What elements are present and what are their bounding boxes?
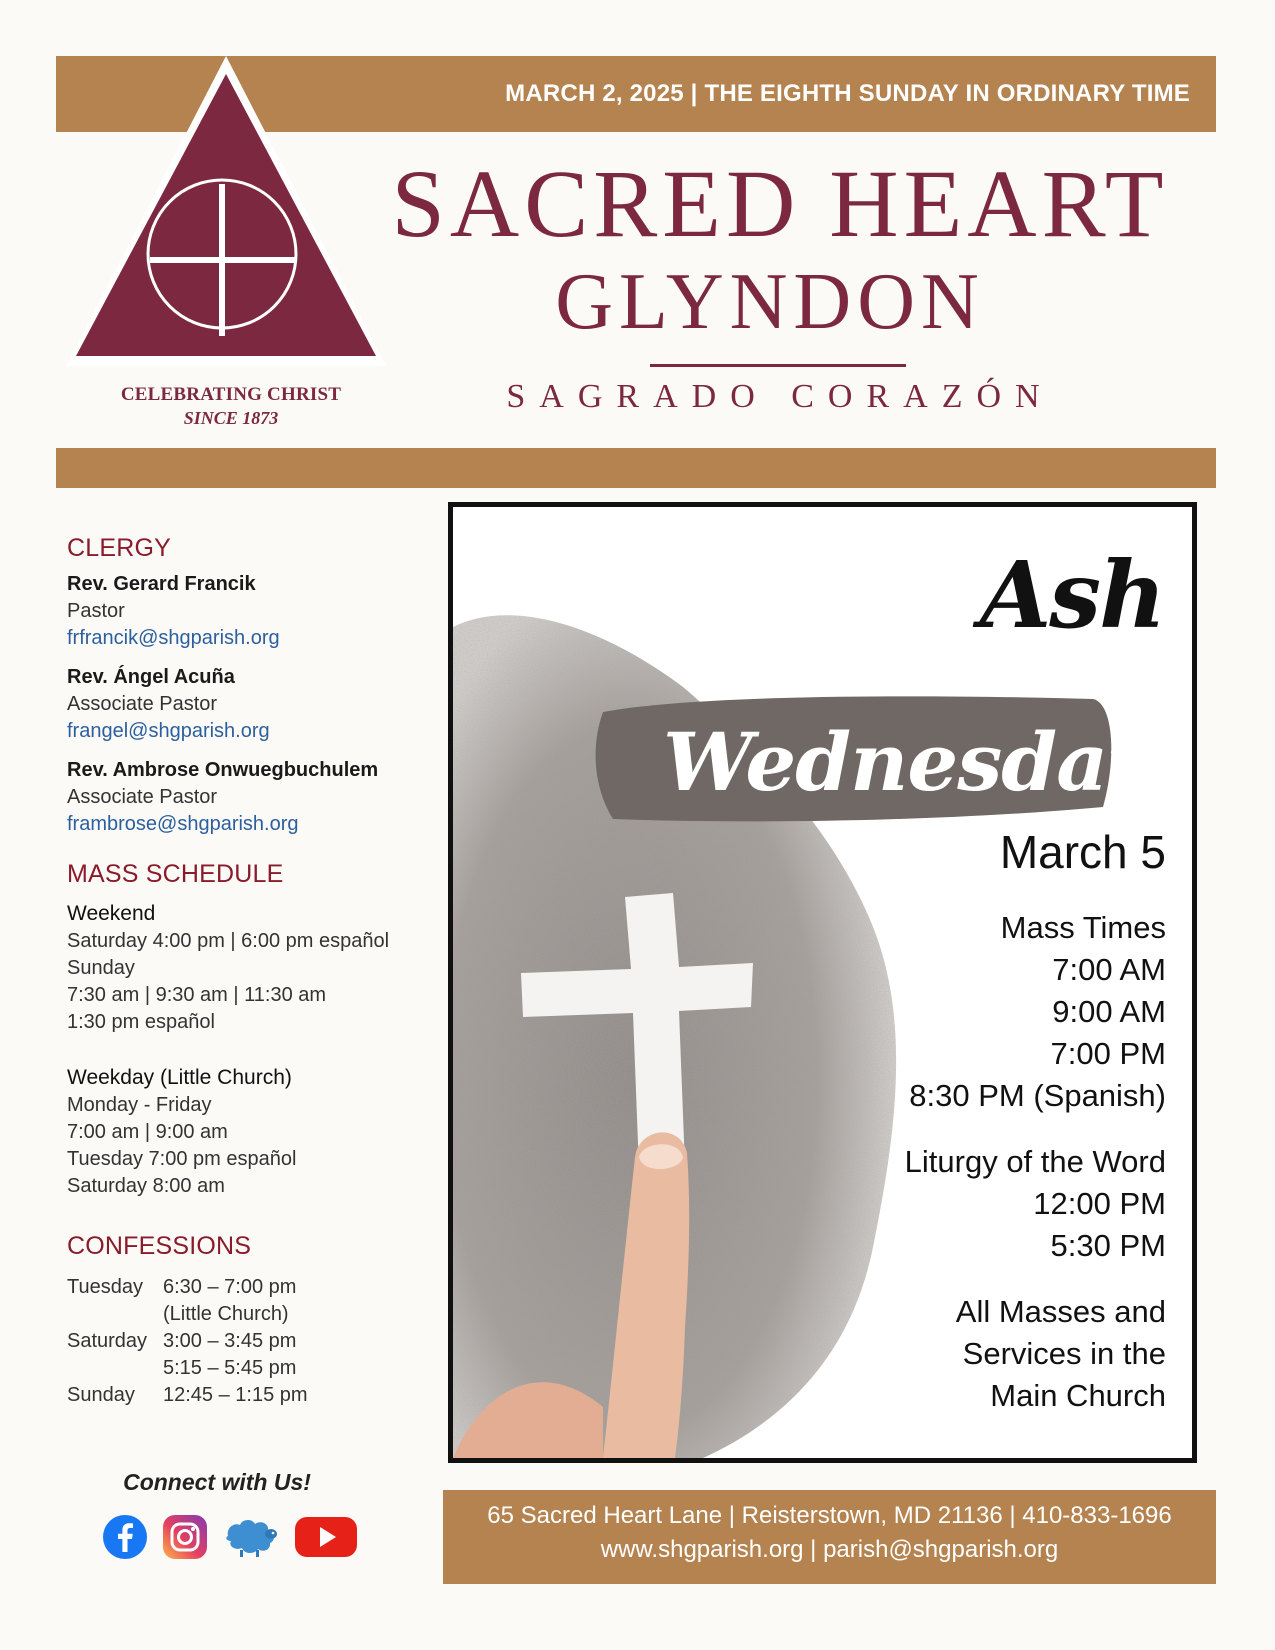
mass-time: 9:00 AM [1052,994,1166,1029]
clergy-member [67,570,280,652]
clergy-email-link[interactable]: frangel@shgparish.org [67,720,270,742]
liturgy-time: 12:00 PM [1033,1186,1166,1221]
location-note: All Masses and [955,1294,1166,1329]
date-line: MARCH 2, 2025 | THE EIGHTH SUNDAY IN ORDINARY TIME [505,80,1190,107]
weekday-schedule [67,1064,296,1200]
location-note: Main Church [990,1378,1166,1413]
confession-time: (Little Church) [163,1303,289,1325]
footer-address: 65 Sacred Heart Lane | Reisterstown, MD 21136 | 410-833-1696 [487,1502,1172,1529]
weekend-schedule [67,900,389,1036]
parish-subtitle: GLYNDON [555,258,985,346]
title-divider [650,364,906,367]
confession-day: Sunday [67,1384,135,1406]
liturgy-time: 5:30 PM [1050,1228,1166,1263]
clergy-role: Pastor [67,600,125,622]
logo-tagline-year: SINCE 1873 [183,408,279,428]
clergy-name: Rev. Ángel Acuña [67,666,235,688]
confession-time: 6:30 – 7:00 pm [163,1276,297,1298]
instagram-icon[interactable] [162,1514,208,1560]
clergy-member [67,663,270,745]
contact-footer [443,1490,1216,1584]
confession-row [67,1355,296,1382]
connect-label: Connect with Us! [123,1469,311,1495]
weekend-label: Weekend [67,902,156,925]
confession-time: 12:45 – 1:15 pm [163,1384,308,1406]
parish-spanish-title: SAGRADO CORAZÓN [506,378,1054,415]
facebook-icon[interactable] [102,1514,148,1560]
clergy-role: Associate Pastor [67,786,218,808]
mass-schedule-heading: MASS SCHEDULE [67,860,284,888]
schedule-line: Monday - Friday [67,1094,212,1116]
footer-web-email[interactable]: www.shgparish.org | parish@shgparish.org [600,1536,1059,1563]
schedule-line: 7:00 am | 9:00 am [67,1121,228,1143]
poster-title-ash: Ash [979,541,1164,649]
weekday-label: Weekday (Little Church) [67,1066,292,1089]
clergy-name: Rev. Ambrose Onwuegbuchulem [67,759,379,781]
schedule-line: Sunday [67,957,135,979]
schedule-line: Saturday 8:00 am [67,1175,225,1197]
confession-row [67,1382,308,1409]
clergy-heading: CLERGY [67,534,172,562]
clergy-name: Rev. Gerard Francik [67,573,256,595]
mass-time: 8:30 PM (Spanish) [909,1078,1166,1113]
clergy-email-link[interactable]: frfrancik@shgparish.org [67,627,280,649]
clergy-role: Associate Pastor [67,693,218,715]
parish-logo-icon [56,54,396,374]
confession-row [67,1274,296,1301]
confession-time: 3:00 – 3:45 pm [163,1330,297,1352]
confession-row [67,1328,296,1355]
confessions-heading: CONFESSIONS [67,1232,252,1260]
schedule-line: Saturday 4:00 pm | 6:00 pm español [67,930,390,952]
confession-row [67,1301,289,1328]
confession-time: 5:15 – 5:45 pm [163,1357,297,1379]
ash-wednesday-poster [448,502,1197,1463]
confession-day: Tuesday [67,1276,143,1298]
youtube-icon[interactable] [294,1514,358,1560]
poster-date: March 5 [999,826,1166,878]
mass-time: 7:00 PM [1050,1036,1166,1071]
poster-title-wednesday: Wednesday [663,715,1153,809]
liturgy-heading: Liturgy of the Word [904,1144,1166,1179]
flocknote-icon[interactable] [222,1514,280,1560]
header-bottom-bar [56,448,1216,488]
confession-day: Saturday [67,1330,148,1352]
mass-time: 7:00 AM [1052,952,1166,987]
parish-title: SACRED HEART [391,150,1169,257]
schedule-line: Tuesday 7:00 pm español [67,1148,297,1170]
location-note: Services in the [962,1336,1166,1371]
clergy-member [67,756,378,838]
schedule-line: 7:30 am | 9:30 am | 11:30 am [67,984,327,1006]
schedule-line: 1:30 pm español [67,1011,215,1033]
clergy-email-link[interactable]: frambrose@shgparish.org [67,813,299,835]
mass-times-heading: Mass Times [1000,910,1166,945]
logo-tagline: CELEBRATING CHRIST [120,384,342,405]
